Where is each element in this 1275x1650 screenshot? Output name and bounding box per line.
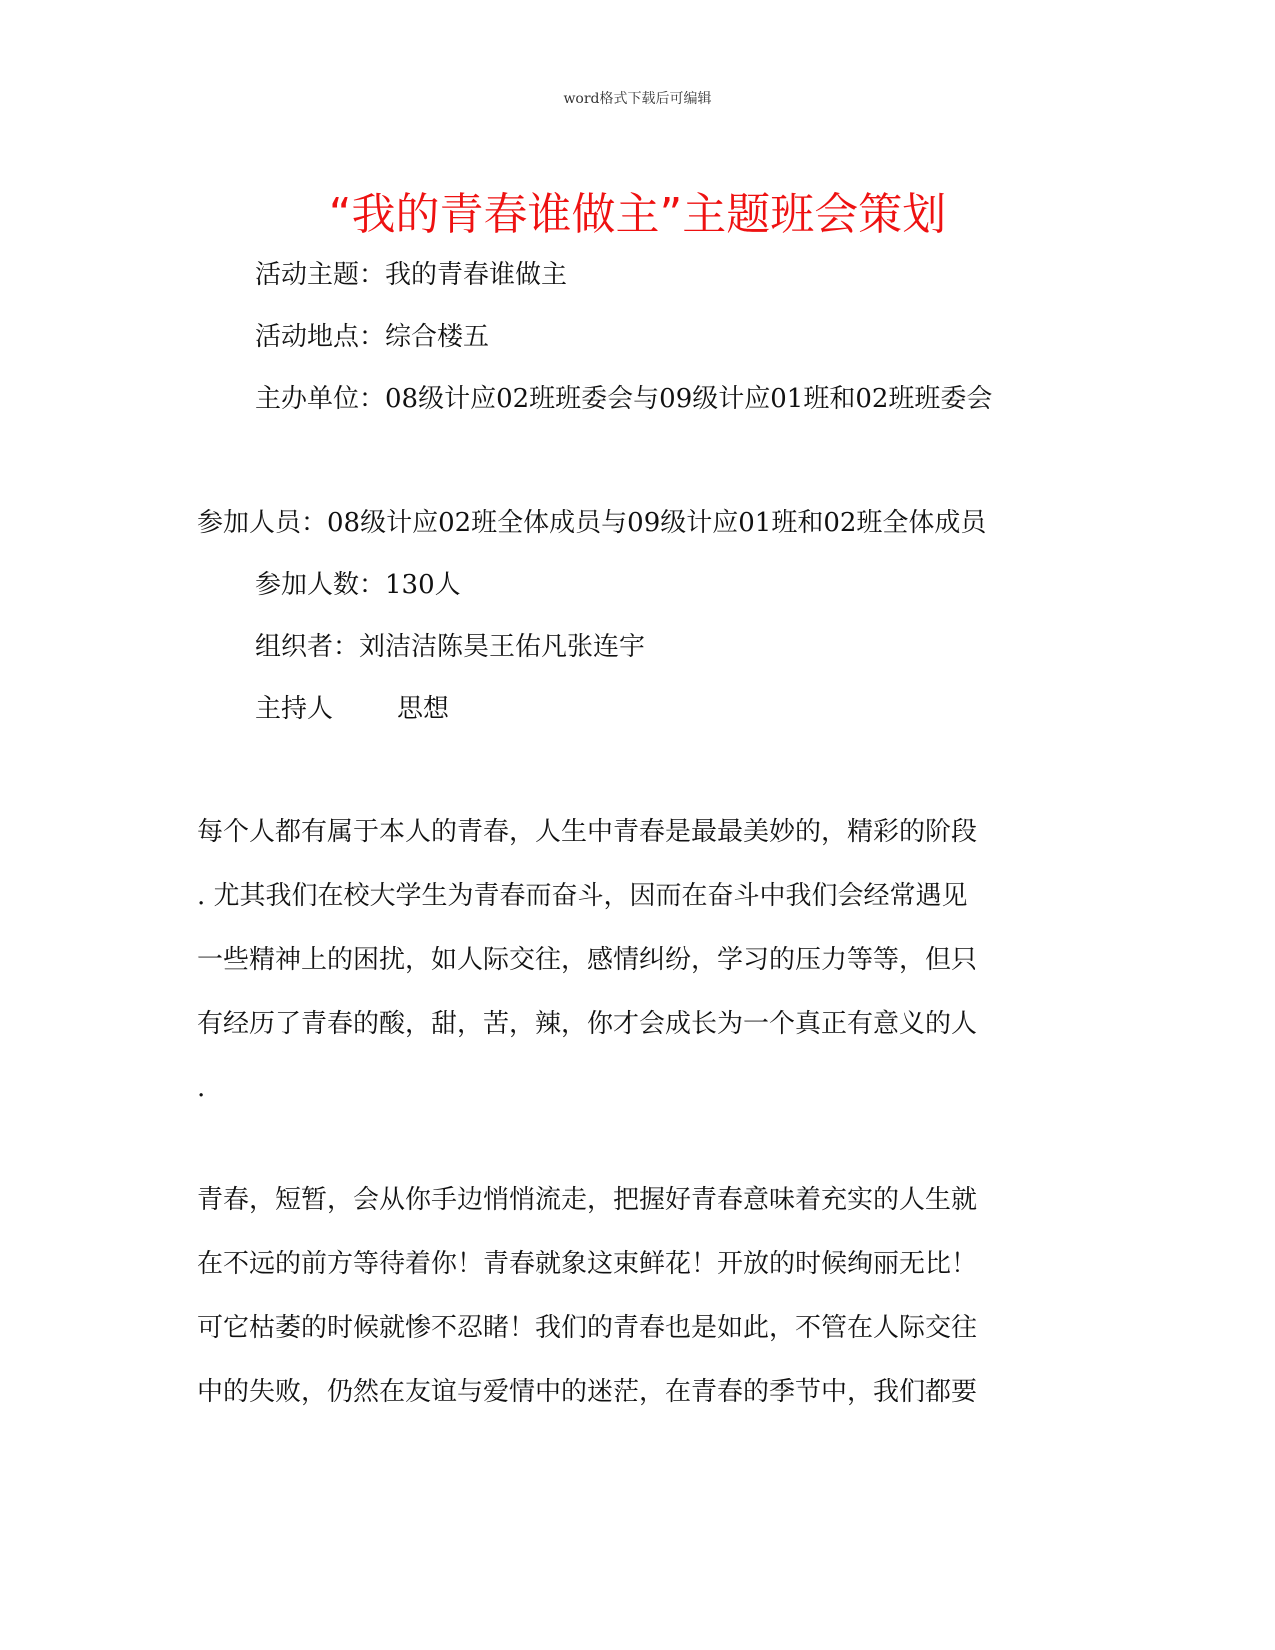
info-location: 活动地点：综合楼五	[255, 322, 490, 352]
paragraph-line: 一些精神上的困扰，如人际交往，感情纠纷，学习的压力等等，但只	[197, 945, 978, 975]
paragraph-1	[197, 800, 1077, 1120]
info-participants: 参加人员：08级计应02班全体成员与09级计应01班和02班全体成员	[197, 508, 987, 538]
info-host	[255, 693, 449, 725]
info-organizers: 组织者：刘洁洁陈昊王佑凡张连宇	[255, 632, 646, 662]
host-value: 思想	[397, 694, 450, 724]
paragraph-line: 每个人都有属于本人的青春，人生中青春是最最美妙的，精彩的阶段	[197, 817, 978, 847]
document-title: “我的青春谁做主”主题班会策划	[328, 189, 947, 240]
paragraph-line: 在不远的前方等待着你！青春就象这束鲜花！开放的时候绚丽无比！	[197, 1249, 978, 1279]
header-note: word格式下载后可编辑	[563, 91, 712, 107]
paragraph-line: 有经历了青春的酸，甜，苦，辣，你才会成长为一个真正有意义的人	[197, 1009, 978, 1039]
info-count: 参加人数：130人	[255, 570, 461, 600]
paragraph-2	[197, 1168, 1077, 1424]
paragraph-line: 中的失败，仍然在友谊与爱情中的迷茫，在青春的季节中，我们都要	[197, 1377, 978, 1407]
info-theme: 活动主题：我的青春谁做主	[255, 260, 568, 290]
paragraph-line: . 尤其我们在校大学生为青春而奋斗，因而在奋斗中我们会经常遇见	[197, 881, 968, 911]
paragraph-line: .	[197, 1073, 206, 1103]
paragraph-line: 可它枯萎的时候就惨不忍睹！我们的青春也是如此，不管在人际交往	[197, 1313, 978, 1343]
paragraph-line: 青春，短暂，会从你手边悄悄流走，把握好青春意味着充实的人生就	[197, 1185, 978, 1215]
host-label: 主持人	[255, 694, 334, 724]
info-organizer-unit: 主办单位：08级计应02班班委会与09级计应01班和02班班委会	[255, 384, 993, 414]
